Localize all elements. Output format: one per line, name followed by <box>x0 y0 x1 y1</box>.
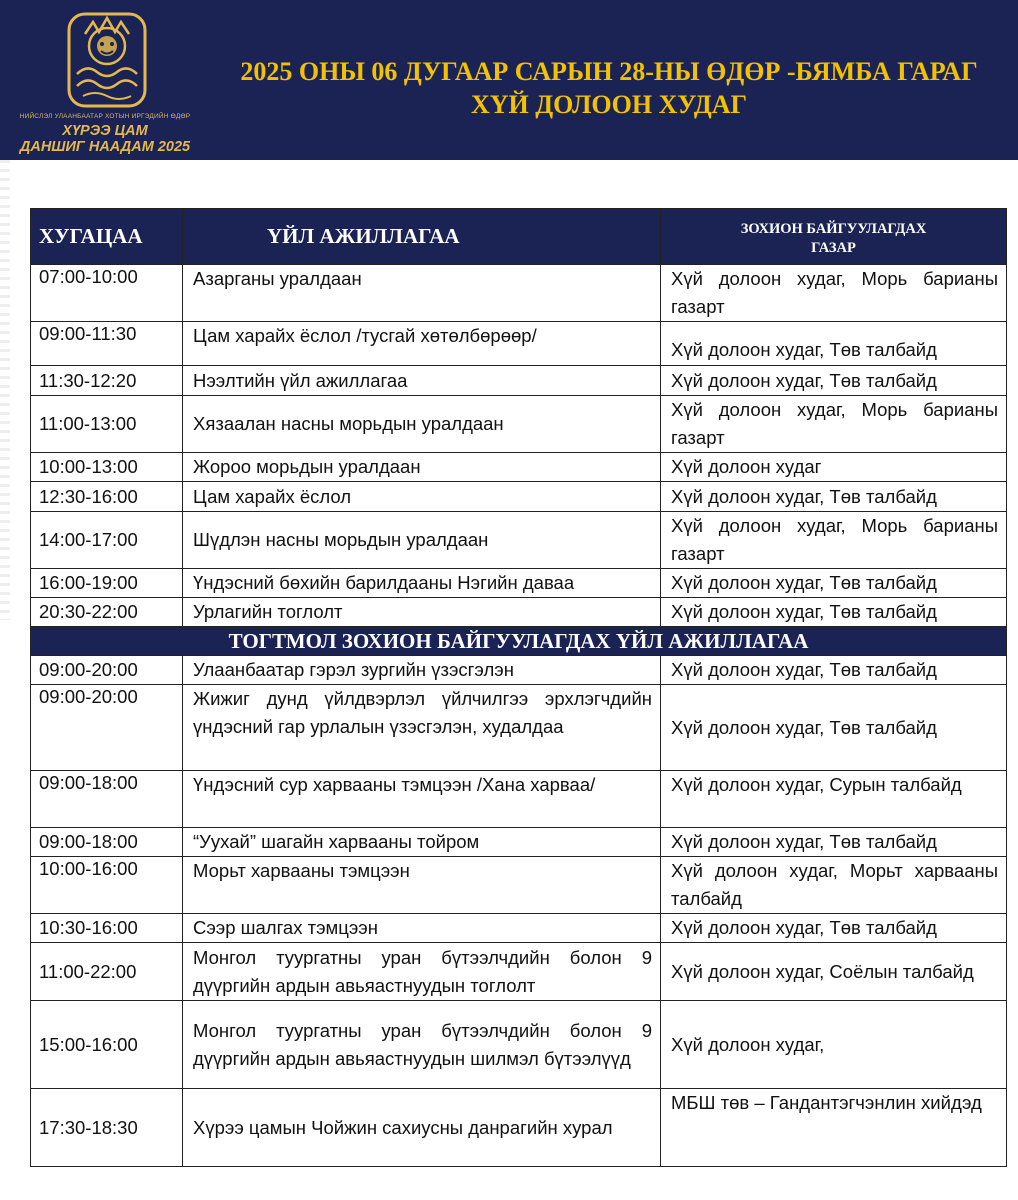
table-row <box>31 943 1007 1001</box>
table-row <box>31 569 1007 598</box>
row-activity: “Уухай” шагайн харвааны тойром <box>183 828 661 857</box>
row-activity: Урлагийн тоглолт <box>183 598 661 627</box>
table-row <box>31 322 1007 366</box>
header-time: ХУГАЦАА <box>31 209 183 265</box>
row-time: 11:00-22:00 <box>31 943 183 1001</box>
row-activity: Жижиг дунд үйлдвэрлэл үйлчилгээ эрхлэгчдийн үндэсний гар урлалын үзэсгэлэн, худалдаа <box>183 685 661 771</box>
row-place: Хүй долоон худаг, Төв талбайд <box>661 366 1007 396</box>
table-row <box>31 396 1007 453</box>
row-place: МБШ төв – Гандантэгчэнлин хийдэд <box>661 1089 1007 1167</box>
row-time: 10:00-16:00 <box>31 857 183 914</box>
row-time: 09:00-20:00 <box>31 656 183 685</box>
row-place: Хүй долоон худаг <box>661 453 1007 482</box>
row-time: 10:30-16:00 <box>31 914 183 943</box>
row-place: Хүй долоон худаг, Төв талбайд <box>661 482 1007 512</box>
header-place <box>661 209 1007 265</box>
table-header-row <box>31 209 1007 265</box>
row-time: 09:00-20:00 <box>31 685 183 771</box>
row-place: Хүй долоон худаг, Морь барианы газарт <box>661 512 1007 569</box>
row-time: 16:00-19:00 <box>31 569 183 598</box>
table-row <box>31 914 1007 943</box>
table-row <box>31 1001 1007 1089</box>
decorative-strip <box>0 160 10 620</box>
row-time: 10:00-13:00 <box>31 453 183 482</box>
logo-title-line2: ДАНШИГ НААДАМ 2025 <box>19 139 191 155</box>
table-row <box>31 598 1007 627</box>
table-row <box>31 828 1007 857</box>
section-header-row <box>31 627 1007 656</box>
logo-subtitle: НИЙСЛЭЛ УЛААНБААТАР ХОТЫН ИРГЭДИЙН ӨДӨР <box>19 113 191 120</box>
table-row <box>31 1089 1007 1167</box>
table-row <box>31 265 1007 322</box>
row-place: Хүй долоон худаг, Төв талбайд <box>661 828 1007 857</box>
table-row <box>31 857 1007 914</box>
row-activity: Улаанбаатар гэрэл зургийн үзэсгэлэн <box>183 656 661 685</box>
row-activity: Үндэсний бөхийн барилдааны Нэгийн даваа <box>183 569 661 598</box>
row-time: 07:00-10:00 <box>31 265 183 322</box>
row-time: 09:00-18:00 <box>31 771 183 828</box>
row-place: Хүй долоон худаг, Соёлын талбайд <box>661 943 1007 1001</box>
header-place-line2: ГАЗАР <box>811 239 856 256</box>
row-place: Хүй долоон худаг, Төв талбайд <box>661 685 1007 771</box>
row-place: Хүй долоон худаг, Төв талбайд <box>661 322 1007 366</box>
row-time: 20:30-22:00 <box>31 598 183 627</box>
page-title <box>205 55 1013 121</box>
header-place-line1: ЗОХИОН БАЙГУУЛАГДАХ <box>740 220 927 237</box>
row-time: 11:30-12:20 <box>31 366 183 396</box>
row-activity: Жороо морьдын уралдаан <box>183 453 661 482</box>
row-time: 09:00-18:00 <box>31 828 183 857</box>
row-activity: Шүдлэн насны морьдын уралдаан <box>183 512 661 569</box>
row-place: Хүй долоон худаг, Морь барианы газарт <box>661 396 1007 453</box>
page-title-venue: ХҮЙ ДОЛООН ХУДАГ <box>470 90 748 119</box>
table-row <box>31 453 1007 482</box>
row-place: Хүй долоон худаг, Төв талбайд <box>661 656 1007 685</box>
table-row <box>31 771 1007 828</box>
table-row <box>31 512 1007 569</box>
schedule-table <box>30 208 1007 1167</box>
header-activity: ҮЙЛ АЖИЛЛАГАА <box>183 209 661 265</box>
row-time: 17:30-18:30 <box>31 1089 183 1167</box>
row-time: 09:00-11:30 <box>31 322 183 366</box>
header-banner <box>0 0 1018 160</box>
row-place: Хүй долоон худаг, Морьт харвааны талбайд <box>661 857 1007 914</box>
row-place: Хүй долоон худаг, <box>661 1001 1007 1089</box>
row-activity: Цам харайх ёслол /тусгай хөтөлбөрөөр/ <box>183 322 661 366</box>
row-activity: Сээр шалгах тэмцээн <box>183 914 661 943</box>
table-row <box>31 482 1007 512</box>
tsam-mask-icon <box>67 12 147 108</box>
table-row <box>31 366 1007 396</box>
row-activity: Морьт харвааны тэмцээн <box>183 857 661 914</box>
row-place: Хүй долоон худаг, Төв талбайд <box>661 569 1007 598</box>
row-activity: Монгол туургатны уран бүтээлчдийн болон 9 дүүргийн ардын авьяастнуудын шилмэл бүтээлүүд <box>183 1001 661 1089</box>
section-title: ТОГТМОЛ ЗОХИОН БАЙГУУЛАГДАХ ҮЙЛ АЖИЛЛАГАА <box>31 627 1007 656</box>
row-activity: Хүрээ цамын Чойжин сахиусны данрагийн хурал <box>183 1089 661 1167</box>
row-place: Хүй долоон худаг, Сурын талбайд <box>661 771 1007 828</box>
row-activity: Азарганы уралдаан <box>183 265 661 322</box>
row-activity: Нээлтийн үйл ажиллагаа <box>183 366 661 396</box>
row-place: Хүй долоон худаг, Морь барианы газарт <box>661 265 1007 322</box>
row-activity: Хязаалан насны морьдын уралдаан <box>183 396 661 453</box>
page-title-date: 2025 ОНЫ 06 ДУГААР САРЫН 28-НЫ ӨДӨР -БЯМБА ГАРАГ <box>240 57 978 86</box>
table-row <box>31 685 1007 771</box>
row-activity: Үндэсний сур харвааны тэмцээн /Хана харваа/ <box>183 771 661 828</box>
row-activity: Цам харайх ёслол <box>183 482 661 512</box>
row-time: 12:30-16:00 <box>31 482 183 512</box>
row-place: Хүй долоон худаг, Төв талбайд <box>661 914 1007 943</box>
logo-title-line1: ХҮРЭЭ ЦАМ <box>62 123 148 139</box>
row-place: Хүй долоон худаг, Төв талбайд <box>661 598 1007 627</box>
festival-logo <box>10 8 200 153</box>
row-activity: Монгол туургатны уран бүтээлчдийн болон 9 дүүргийн ардын авьяастнуудын тоглолт <box>183 943 661 1001</box>
row-time: 11:00-13:00 <box>31 396 183 453</box>
row-time: 14:00-17:00 <box>31 512 183 569</box>
table-row <box>31 656 1007 685</box>
row-time: 15:00-16:00 <box>31 1001 183 1089</box>
